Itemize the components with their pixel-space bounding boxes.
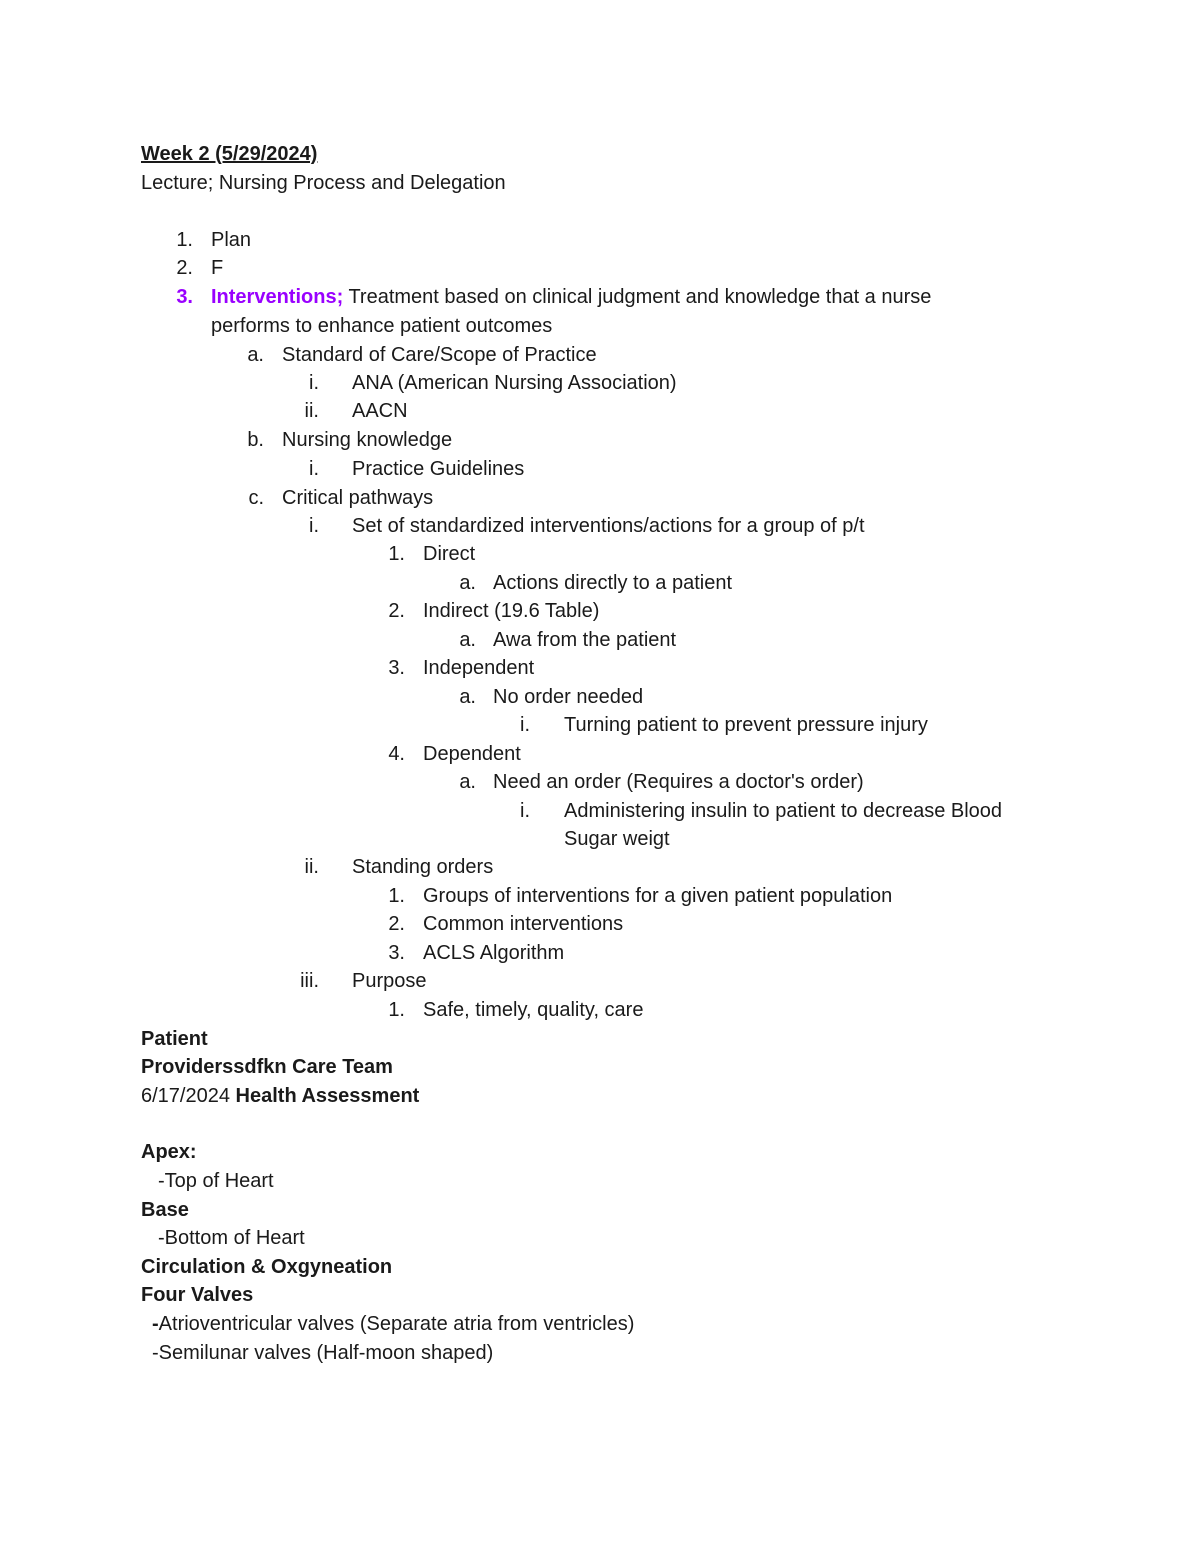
list-marker: a.	[459, 771, 476, 793]
list-marker: 2.	[388, 600, 405, 622]
list-marker: i.	[309, 458, 319, 480]
list-marker: 1.	[388, 543, 405, 565]
list-item-continuation: performs to enhance patient outcomes	[211, 315, 553, 337]
list-item: Set of standardized interventions/actions for a group of p/t	[352, 515, 865, 537]
interventions-label: Interventions;	[211, 286, 344, 308]
list-marker: 2.	[176, 257, 193, 279]
list-marker: a.	[459, 686, 476, 708]
lecture-subtitle: Lecture; Nursing Process and Delegation	[141, 172, 506, 194]
list-marker: 4.	[388, 743, 405, 765]
valve-dash: -	[152, 1313, 159, 1335]
list-item: Need an order (Requires a doctor's order)	[493, 771, 864, 793]
base-heading: Base	[141, 1199, 189, 1221]
list-item: Purpose	[352, 970, 427, 992]
list-marker: ii.	[304, 856, 319, 878]
list-item: Turning patient to prevent pressure injury	[564, 714, 928, 736]
list-item: Critical pathways	[282, 487, 434, 509]
list-marker: i.	[309, 372, 319, 394]
list-marker: 1.	[388, 999, 405, 1021]
list-marker: a.	[459, 629, 476, 651]
list-marker: a.	[247, 344, 264, 366]
assessment-title: Health Assessment	[229, 1085, 420, 1107]
interventions-text: Treatment based on clinical judgment and knowledge that a nurse	[343, 286, 932, 308]
list-item: Safe, timely, quality, care	[423, 999, 644, 1021]
valve-atrioventricular-text: Atrioventricular valves (Separate atria from ventricles)	[158, 1313, 635, 1335]
list-item: Direct	[423, 543, 476, 565]
list-marker: 1.	[388, 885, 405, 907]
patient-heading: Patient	[141, 1028, 208, 1050]
list-marker: ii.	[304, 400, 319, 422]
list-item: ANA (American Nursing Association)	[352, 372, 677, 394]
list-item: Actions directly to a patient	[493, 572, 733, 594]
list-item-continuation: Sugar weigt	[564, 828, 670, 850]
assessment-date: 6/17/2024	[141, 1085, 230, 1107]
list-marker: a.	[459, 572, 476, 594]
list-item: Administering insulin to patient to decrease Blood	[564, 800, 1003, 822]
valve-atrioventricular	[152, 1310, 634, 1338]
list-marker: i.	[520, 714, 530, 736]
providers-heading: Providerssdfkn Care Team	[141, 1056, 393, 1078]
list-marker: iii.	[300, 970, 319, 992]
list-marker: 3.	[388, 657, 405, 679]
list-item: Practice Guidelines	[352, 458, 525, 480]
list-item: AACN	[352, 400, 408, 422]
list-item: Independent	[423, 657, 535, 679]
list-marker: 3.	[176, 286, 193, 308]
circulation-heading: Circulation & Oxgyneation	[141, 1256, 393, 1278]
list-item	[211, 283, 931, 311]
list-marker: i.	[309, 515, 319, 537]
list-marker: c.	[248, 487, 264, 509]
valves-heading: Four Valves	[141, 1284, 254, 1306]
list-item: Plan	[211, 229, 252, 251]
list-item: Groups of interventions for a given patient population	[423, 885, 893, 907]
list-item: Indirect (19.6 Table)	[423, 600, 600, 622]
base-description: -Bottom of Heart	[158, 1227, 305, 1249]
list-item: ACLS Algorithm	[423, 942, 565, 964]
assessment-heading	[141, 1082, 419, 1110]
list-item: Nursing knowledge	[282, 429, 453, 451]
apex-description: -Top of Heart	[158, 1170, 274, 1192]
list-item: Standing orders	[352, 856, 494, 878]
list-item: Common interventions	[423, 913, 624, 935]
list-marker: b.	[247, 429, 264, 451]
valve-semilunar: -Semilunar valves (Half-moon shaped)	[152, 1342, 494, 1364]
list-marker: i.	[520, 800, 530, 822]
list-item: F	[211, 257, 224, 279]
apex-heading: Apex:	[141, 1141, 197, 1163]
list-item: Standard of Care/Scope of Practice	[282, 344, 597, 366]
list-marker: 2.	[388, 913, 405, 935]
list-item: Awa from the patient	[493, 629, 677, 651]
list-marker: 1.	[176, 229, 193, 251]
list-marker: 3.	[388, 942, 405, 964]
page-heading: Week 2 (5/29/2024)	[141, 143, 318, 165]
list-item: No order needed	[493, 686, 644, 708]
list-item: Dependent	[423, 743, 521, 765]
